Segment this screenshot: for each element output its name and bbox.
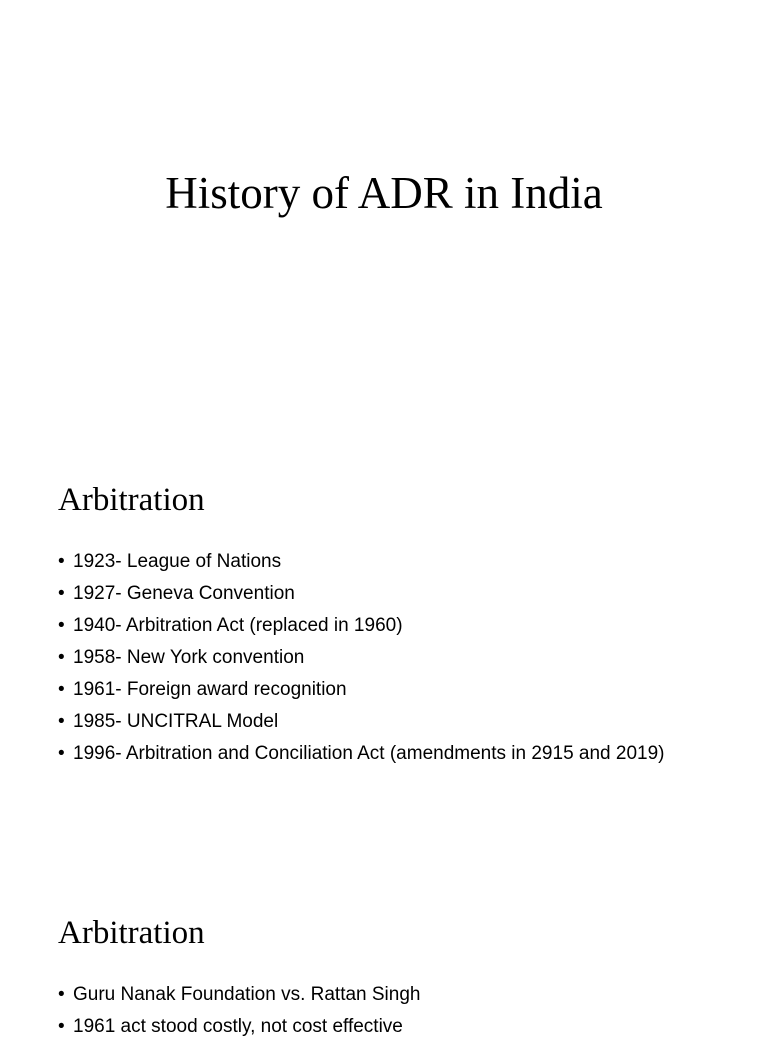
list-item: [58, 550, 698, 574]
list-item-text: 1940- Arbitration Act (replaced in 1960): [73, 615, 403, 636]
bullet-icon: •: [58, 743, 65, 764]
bullet-list: [58, 983, 698, 1047]
slide-heading: Arbitration: [58, 915, 205, 951]
list-item: [58, 678, 698, 702]
list-item-text: 1927- Geneva Convention: [73, 583, 295, 604]
list-item-text: Guru Nanak Foundation vs. Rattan Singh: [73, 984, 421, 1005]
list-item: [58, 1015, 698, 1039]
bullet-icon: •: [58, 583, 65, 604]
bullet-icon: •: [58, 1016, 65, 1037]
list-item-text: 1923- League of Nations: [73, 551, 282, 572]
bullet-icon: •: [58, 711, 65, 732]
bullet-icon: •: [58, 984, 65, 1005]
title-slide: [0, 0, 768, 432]
list-item-text: 1961- Foreign award recognition: [73, 679, 347, 700]
bullet-icon: •: [58, 615, 65, 636]
list-item: [58, 614, 698, 638]
bullet-icon: •: [58, 679, 65, 700]
list-item: [58, 646, 698, 670]
list-item-text: 1996- Arbitration and Conciliation Act (amendments in 2915 and 2019): [73, 743, 665, 764]
bullet-list: [58, 550, 698, 774]
list-item-text: 1958- New York convention: [73, 647, 305, 668]
list-item: [58, 582, 698, 606]
content-slide-arbitration-cases: [0, 900, 768, 1037]
bullet-icon: •: [58, 647, 65, 668]
list-item: [58, 983, 698, 1007]
bullet-icon: •: [58, 551, 65, 572]
list-item: [58, 742, 698, 766]
list-item-text: 1961 act stood costly, not cost effective: [73, 1016, 403, 1037]
list-item-text: 1985- UNCITRAL Model: [73, 711, 279, 732]
slide-title: History of ADR in India: [165, 168, 603, 218]
content-slide-arbitration-timeline: [0, 467, 768, 899]
slide-heading: Arbitration: [58, 482, 205, 518]
list-item: [58, 710, 698, 734]
